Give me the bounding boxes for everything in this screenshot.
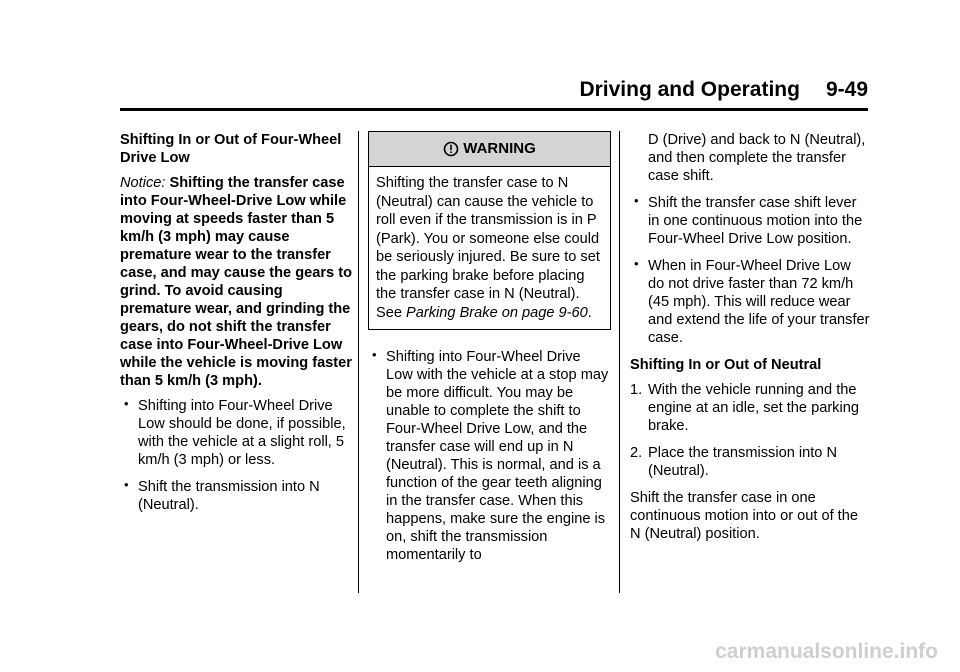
notice-paragraph [120,174,355,390]
warning-icon [443,141,459,157]
closing-paragraph: Shift the transfer case in one continuous motion into or out of the N (Neutral) position. [630,490,858,542]
warning-text: Shifting the transfer case to N (Neutral) can cause the vehicle to roll even if the transmission is in P (Park). You or someone else could be seriously injured. Be sure to set the parking brake before placing the transfer case in N (Neutral). See [376,175,600,321]
warning-reference: Parking Brake on page 9-60 [406,304,588,321]
column-divider [358,131,359,593]
list-item: • Shift the transfer case shift lever in one continuous motion into the Four-Wheel Drive Low position. [630,194,870,248]
notice-label: Notice: [120,175,166,191]
page-header [579,78,868,102]
header-rule [120,108,868,111]
list-item [630,381,870,435]
column-2 [368,131,611,573]
warning-header [369,132,610,167]
step-number: 2. [630,445,643,461]
notice-text: Shifting the transfer case into Four-Wheel-Drive Low while moving at speeds faster than 5 km/h (3 mph) may cause premature wear to the transfer case, and may cause the gears to grind. To avoid causing premature wear, and grinding the gears, do not shift the transfer case into Four-Wheel-Drive Low while the vehicle is moving faster than 5 km/h (3 mph). [120,175,352,389]
page-number: 9-49 [825,78,868,101]
step-text: Place the transmission into N (Neutral). [648,445,837,479]
section-heading: Shifting In or Out of Four-Wheel Drive Low [120,132,342,166]
continuation-text: D (Drive) and back to N (Neutral), and then complete the transfer case shift. [648,132,866,184]
neutral-heading: Shifting In or Out of Neutral [630,357,822,373]
numbered-list [630,381,870,480]
bullet-list [630,194,870,347]
column-3 [630,131,870,550]
column-1 [120,131,355,523]
column-divider [619,131,620,593]
bullet-list [120,397,355,514]
list-item: • Shift the transmission into N (Neutral). [120,478,355,514]
list-item: • Shifting into Four-Wheel Drive Low with the vehicle at a stop may be more difficult. You may be unable to complete the shift to Four-Wheel Drive Low, and the transfer case will end up in N (Neutral). This is normal, and is a function of the gear teeth aligning in the transfer case. When this happens, make sure the engine is on, shift the transmission momentarily to [368,348,611,564]
warning-title: WARNING [463,140,536,157]
list-item: • When in Four-Wheel Drive Low do not drive faster than 72 km/h (45 mph). This will reduce wear and extend the life of your transfer case. [630,257,870,347]
list-item [630,444,870,480]
watermark: carmanualsonline.info [715,640,938,663]
section-title: Driving and Operating [579,78,800,101]
step-text: With the vehicle running and the engine at an idle, set the parking brake. [648,382,859,434]
bullet-list [368,348,611,564]
warning-box [368,131,611,330]
warning-end: . [587,304,592,321]
list-item: • Shifting into Four-Wheel Drive Low should be done, if possible, with the vehicle at a slight roll, 5 km/h (3 mph) or less. [120,397,355,469]
warning-body [369,167,610,329]
step-number: 1. [630,382,643,398]
